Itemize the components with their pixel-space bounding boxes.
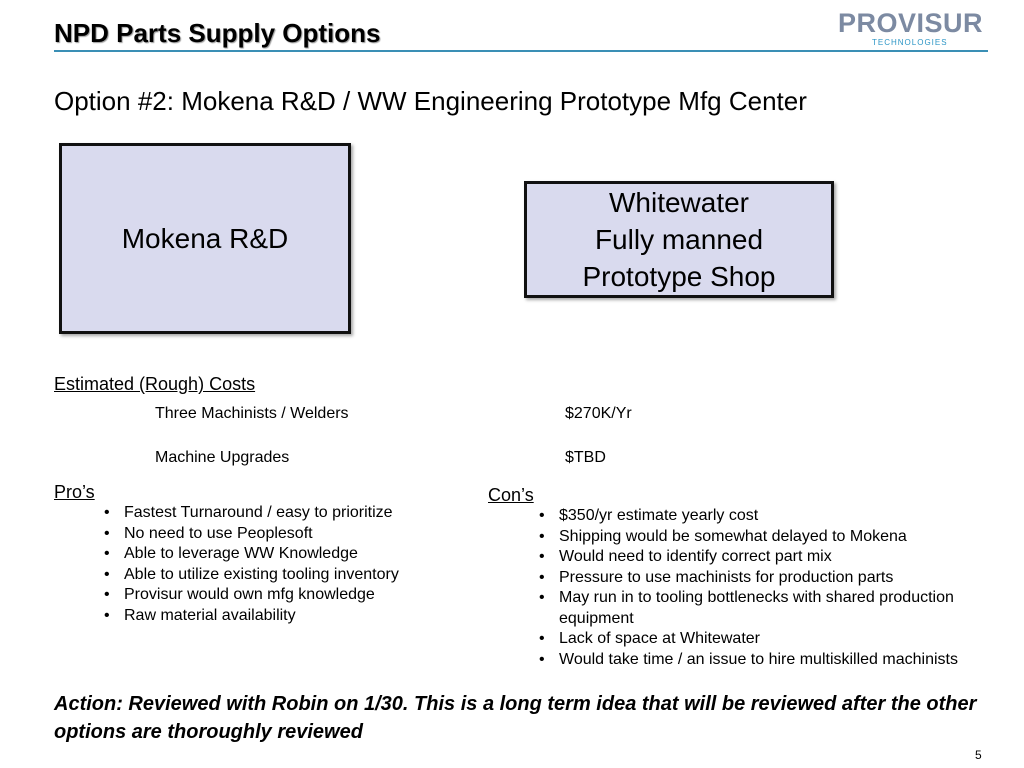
pros-item: • Able to leverage WW Knowledge: [104, 544, 464, 565]
whitewater-box-line: Fully manned: [594, 224, 764, 255]
whitewater-box: [524, 181, 834, 298]
pros-item: • Provisur would own mfg knowledge: [104, 585, 464, 606]
title-divider: [54, 50, 988, 52]
cost-value: $270K/Yr: [565, 405, 632, 422]
cons-heading: Con’s: [488, 485, 534, 505]
pros-item: • Raw material availability: [104, 606, 464, 627]
cost-label: Machine Upgrades: [155, 449, 290, 466]
pros-list: [104, 503, 464, 626]
cons-item: • Would take time / an issue to hire multiskilled machinists: [539, 650, 999, 671]
company-logo: [838, 8, 988, 50]
cons-list: [539, 506, 999, 670]
pros-item: • Able to utilize existing tooling inventory: [104, 565, 464, 586]
logo-wordmark: [838, 8, 983, 39]
logo-subtext: TECHNOLOGIES: [872, 38, 948, 47]
option-subtitle: Option #2: Mokena R&D / WW Engineering Prototype Mfg Center: [54, 86, 807, 116]
pros-item: • Fastest Turnaround / easy to prioritize: [104, 503, 464, 524]
pros-item: • No need to use Peoplesoft: [104, 524, 464, 545]
whitewater-box-line: Prototype Shop: [582, 261, 776, 292]
cost-label: Three Machinists / Welders: [155, 405, 349, 422]
action-note: Action: Reviewed with Robin on 1/30. This is a long term idea that will be reviewed after the other options are thoroughly reviewed: [54, 693, 977, 743]
cons-item: • Shipping would be somewhat delayed to Mokena: [539, 527, 999, 548]
cons-item: • $350/yr estimate yearly cost: [539, 506, 999, 527]
mokena-rd-box: [59, 143, 351, 334]
cons-item: • Would need to identify correct part mix: [539, 547, 999, 568]
cons-item: • Lack of space at Whitewater: [539, 629, 999, 650]
page-number: 5: [975, 748, 982, 762]
pros-heading: Pro’s: [54, 482, 95, 502]
costs-heading: Estimated (Rough) Costs: [54, 374, 256, 394]
cost-value: $TBD: [565, 449, 606, 466]
cons-item: • Pressure to use machinists for production parts: [539, 568, 999, 589]
logo-text: PROVISUR: [838, 8, 984, 38]
whitewater-box-line: Whitewater: [608, 187, 750, 218]
page-title: NPD Parts Supply Options: [54, 18, 381, 48]
mokena-box-label: Mokena R&D: [121, 223, 289, 254]
cons-item: • May run in to tooling bottlenecks with shared production equipment: [539, 588, 999, 629]
